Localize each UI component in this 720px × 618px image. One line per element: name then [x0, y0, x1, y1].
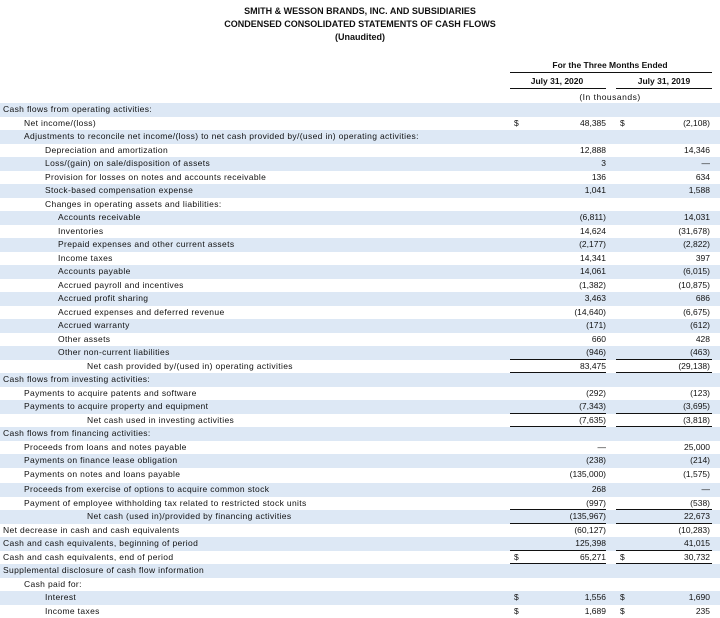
value-2019: 22,673 [684, 510, 710, 524]
row-label: Other assets [58, 333, 110, 347]
value-2019: 428 [696, 333, 710, 347]
statement-title: CONDENSED CONSOLIDATED STATEMENTS OF CASH FLOWS [0, 19, 720, 29]
row-label: Cash and cash equivalents, end of period [3, 551, 173, 565]
row-label: Interest [45, 591, 76, 605]
value-2020: 3 [601, 157, 606, 171]
value-2019: 14,346 [684, 144, 710, 158]
row-label: Payments on finance lease obligation [24, 454, 177, 468]
value-2020: 14,061 [580, 265, 606, 279]
value-2019: (1,575) [683, 468, 710, 482]
row-label: Accounts receivable [58, 211, 141, 225]
value-2019: (29,138) [678, 360, 710, 374]
table-row [0, 564, 720, 578]
row-label: Income taxes [45, 605, 100, 618]
value-2019: (6,675) [683, 306, 710, 320]
value-2019: (2,108) [683, 117, 710, 131]
table-row [0, 591, 720, 605]
value-2019: (463) [690, 346, 710, 360]
table-row [0, 483, 720, 497]
value-2019: (31,678) [678, 225, 710, 239]
table-row [0, 238, 720, 252]
row-label: Provision for losses on notes and accounts receivable [45, 171, 266, 185]
value-2019: 686 [696, 292, 710, 306]
value-2020: (7,343) [579, 400, 606, 414]
value-2020: 1,689 [585, 605, 606, 618]
value-2020: 83,475 [580, 360, 606, 374]
value-2020: (946) [586, 346, 606, 360]
row-label: Net decrease in cash and cash equivalents [3, 524, 179, 538]
value-2019: 25,000 [684, 441, 710, 455]
row-label: Cash flows from financing activities: [3, 427, 151, 441]
value-2020: (135,967) [570, 510, 606, 524]
row-label: Payments to acquire patents and software [24, 387, 197, 401]
column-header-2020: July 31, 2020 [509, 76, 605, 86]
table-row [0, 414, 720, 428]
row-label: Accrued expenses and deferred revenue [58, 306, 225, 320]
statement-subtitle: (Unaudited) [0, 32, 720, 42]
table-row [0, 605, 720, 618]
row-label: Payments on notes and loans payable [24, 468, 180, 482]
row-label: Stock-based compensation expense [45, 184, 193, 198]
value-2020: (7,635) [579, 414, 606, 428]
dollar-sign-2020: $ [514, 591, 519, 605]
table-row [0, 211, 720, 225]
row-label: Supplemental disclosure of cash flow information [3, 564, 204, 578]
value-2019: (10,875) [678, 279, 710, 293]
table-row [0, 346, 720, 360]
row-label: Cash flows from investing activities: [3, 373, 150, 387]
row-label: Prepaid expenses and other current assets [58, 238, 234, 252]
table-row [0, 144, 720, 158]
table-row [0, 319, 720, 333]
company-name: SMITH & WESSON BRANDS, INC. AND SUBSIDIARIES [0, 6, 720, 16]
row-label: Income taxes [58, 252, 113, 266]
table-row [0, 117, 720, 131]
row-label: Other non-current liabilities [58, 346, 170, 360]
value-2020: (1,382) [579, 279, 606, 293]
row-label: Cash paid for: [24, 578, 82, 592]
table-row [0, 387, 720, 401]
dollar-sign-2020: $ [514, 605, 519, 618]
value-2020: 136 [592, 171, 606, 185]
value-2020: 268 [592, 483, 606, 497]
value-2019: (3,818) [683, 414, 710, 428]
value-2019: 397 [696, 252, 710, 266]
period-header: For the Three Months Ended [510, 60, 710, 70]
value-2019: — [702, 483, 711, 497]
table-row [0, 400, 720, 414]
value-2020: 125,398 [575, 537, 606, 551]
value-2020: 660 [592, 333, 606, 347]
table-row [0, 524, 720, 538]
value-2019: 1,690 [689, 591, 710, 605]
value-2020: — [598, 441, 607, 455]
value-2019: 235 [696, 605, 710, 618]
statement-rows [0, 103, 720, 618]
table-row [0, 454, 720, 468]
value-2020: (135,000) [570, 468, 606, 482]
dollar-sign-2020: $ [514, 117, 519, 131]
value-2020: (2,177) [579, 238, 606, 252]
dollar-sign-2020: $ [514, 551, 519, 565]
value-2020: 1,041 [585, 184, 606, 198]
row-label: Loss/(gain) on sale/disposition of assets [45, 157, 210, 171]
value-2019: 1,588 [689, 184, 710, 198]
dollar-sign-2019: $ [620, 117, 625, 131]
period-rule [510, 72, 712, 73]
row-label: Payment of employee withholding tax related to restricted stock units [24, 497, 307, 511]
table-row [0, 171, 720, 185]
row-label: Cash flows from operating activities: [3, 103, 152, 117]
row-label: Inventories [58, 225, 103, 239]
value-2019: 30,732 [684, 551, 710, 565]
table-row [0, 427, 720, 441]
table-row [0, 279, 720, 293]
value-2019: (6,015) [683, 265, 710, 279]
table-row [0, 373, 720, 387]
table-row [0, 537, 720, 551]
table-row [0, 578, 720, 592]
value-2020: (60,127) [574, 524, 606, 538]
dollar-sign-2019: $ [620, 605, 625, 618]
value-2019: 14,031 [684, 211, 710, 225]
value-2019: (3,695) [683, 400, 710, 414]
value-2020: 14,624 [580, 225, 606, 239]
value-2020: 1,556 [585, 591, 606, 605]
table-row [0, 333, 720, 347]
value-2019: (123) [690, 387, 710, 401]
row-label: Net cash used in investing activities [87, 414, 234, 428]
value-2020: 48,385 [580, 117, 606, 131]
value-2019: 634 [696, 171, 710, 185]
value-2020: 3,463 [585, 292, 606, 306]
value-2019: — [702, 157, 711, 171]
row-label: Proceeds from exercise of options to acquire common stock [24, 483, 269, 497]
value-2020: (997) [586, 497, 606, 511]
row-label: Net cash (used in)/provided by financing activities [87, 510, 291, 524]
value-2020: 12,888 [580, 144, 606, 158]
table-row [0, 130, 720, 144]
row-label: Net cash provided by/(used in) operating activities [87, 360, 293, 374]
value-2020: (14,640) [574, 306, 606, 320]
column-rule-2020 [510, 88, 606, 89]
value-2019: (2,822) [683, 238, 710, 252]
row-label: Net income/(loss) [24, 117, 96, 131]
table-row [0, 225, 720, 239]
table-row [0, 198, 720, 212]
column-rule-2019 [616, 88, 712, 89]
table-row [0, 306, 720, 320]
dollar-sign-2019: $ [620, 551, 625, 565]
column-header-2019: July 31, 2019 [616, 76, 712, 86]
row-label: Payments to acquire property and equipment [24, 400, 208, 414]
row-label: Cash and cash equivalents, beginning of period [3, 537, 198, 551]
table-row [0, 252, 720, 266]
table-row [0, 551, 720, 565]
table-row [0, 157, 720, 171]
table-row [0, 497, 720, 511]
row-label: Accrued profit sharing [58, 292, 148, 306]
table-row [0, 441, 720, 455]
value-2019: (538) [690, 497, 710, 511]
row-label: Proceeds from loans and notes payable [24, 441, 187, 455]
table-row [0, 468, 720, 482]
table-row [0, 360, 720, 374]
value-2020: (292) [586, 387, 606, 401]
table-row [0, 510, 720, 524]
value-2020: (6,811) [580, 211, 606, 225]
row-label: Adjustments to reconcile net income/(loss) to net cash provided by/(used in) operating activities: [24, 130, 419, 144]
table-row [0, 292, 720, 306]
table-row [0, 103, 720, 117]
row-label: Accounts payable [58, 265, 131, 279]
row-label: Accrued payroll and incentives [58, 279, 184, 293]
table-row [0, 265, 720, 279]
row-label: Depreciation and amortization [45, 144, 168, 158]
row-label: Changes in operating assets and liabilities: [45, 198, 222, 212]
value-2020: 65,271 [580, 551, 606, 565]
value-2019: (214) [690, 454, 710, 468]
row-label: Accrued warranty [58, 319, 130, 333]
value-2020: 14,341 [580, 252, 606, 266]
units-label: (In thousands) [510, 92, 710, 102]
dollar-sign-2019: $ [620, 591, 625, 605]
value-2019: (612) [690, 319, 710, 333]
value-2020: (171) [586, 319, 606, 333]
value-2020: (238) [586, 454, 606, 468]
value-2019: (10,283) [678, 524, 710, 538]
table-row [0, 184, 720, 198]
value-2019: 41,015 [684, 537, 710, 551]
